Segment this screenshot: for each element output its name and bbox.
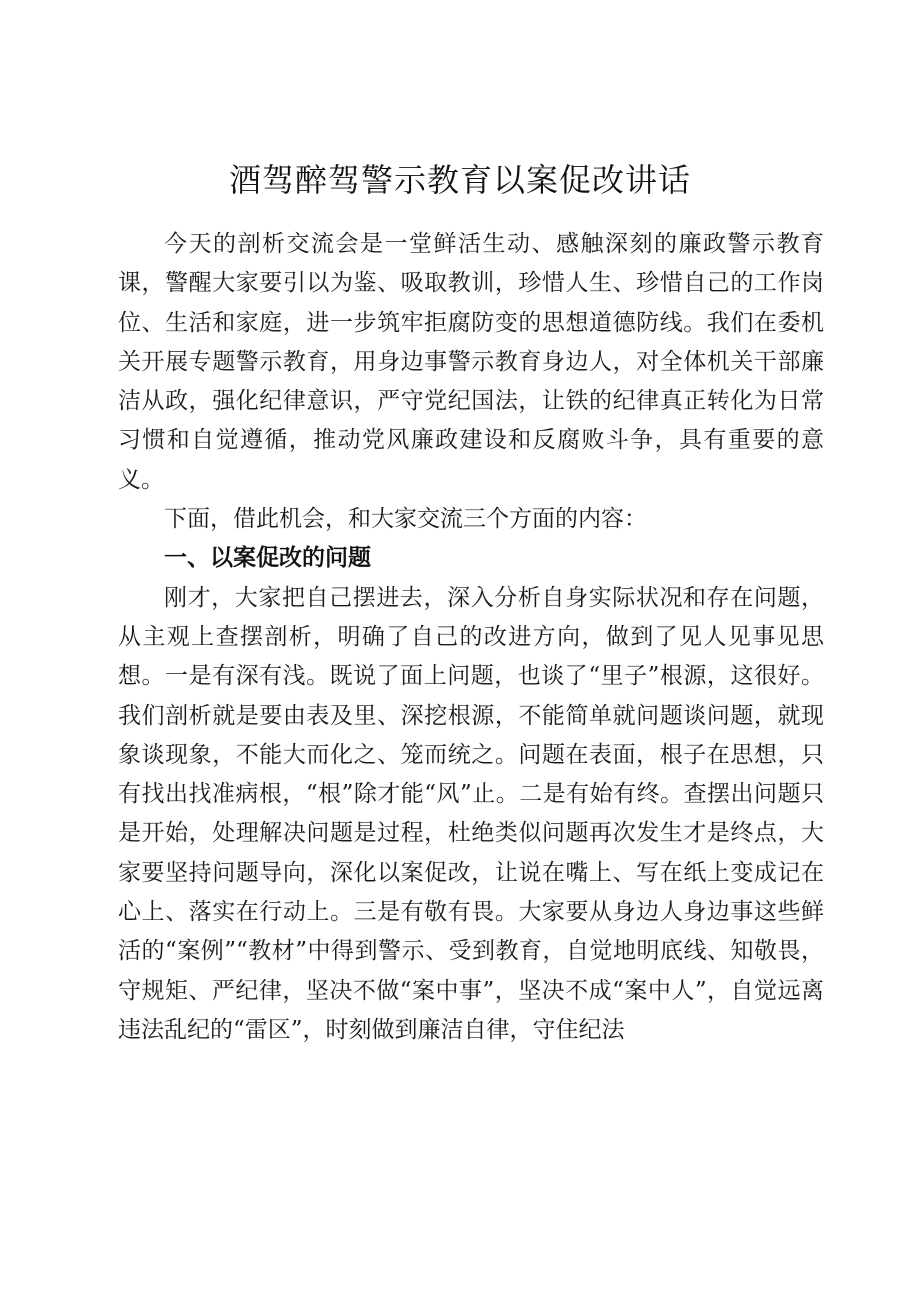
section-heading: 一、以案促改的问题: [164, 545, 371, 572]
document-title: 酒驾醉驾警示教育以案促改讲话: [228, 161, 691, 199]
paragraph-intro: 今天的剖析交流会是一堂鲜活生动、感触深刻的廉政警示教育课，警醒大家要引以为鉴、吸取教训，珍惜人生、珍惜自己的工作岗位、生活和家庭，进一步筑牢拒腐防变的思想道德防线。我们在委机关开展专题警示教育，用身边事警示教育身边人，对全体机关干部廉洁从政，强化纪律意识，严守党纪国法，让铁的纪律真正转化为日常习惯和自觉遵循，推动党风廉政建设和反腐败斗争，具有重要的意义。: [118, 231, 824, 493]
document-body: [118, 225, 824, 1050]
paragraph-section-one: 刚才，大家把自己摆进去，深入分析自身实际状况和存在问题，从主观上查摆剖析，明确了自己的改进方向，做到了见人见事见思想。一是有深有浅。既说了面上问题，也谈了“里子”根源，这很好。我们剖析就是要由表及里、深挖根源，不能简单就问题谈问题，就现象谈现象，不能大而化之、笼而统之。问题在表面，根子在思想，只有找出找准病根，“根”除才能“风”止。二是有始有终。查摆出问题只是开始，处理解决问题是过程，杜绝类似问题再次发生才是终点，大家要坚持问题导向，深化以案促改，让说在嘴上、写在纸上变成记在心上、落实在行动上。三是有敬有畏。大家要从身边人身边事这些鲜活的“案例”“教材”中得到警示、受到教育，自觉地明底线、知敬畏，守规矩、严纪律，坚决不做“案中事”，坚决不成“案中人”，自觉远离违法乱纪的“雷区”，时刻做到廉洁自律，守住纪法: [118, 584, 824, 1043]
paragraph-transition: 下面，借此机会，和大家交流三个方面的内容：: [164, 506, 647, 533]
